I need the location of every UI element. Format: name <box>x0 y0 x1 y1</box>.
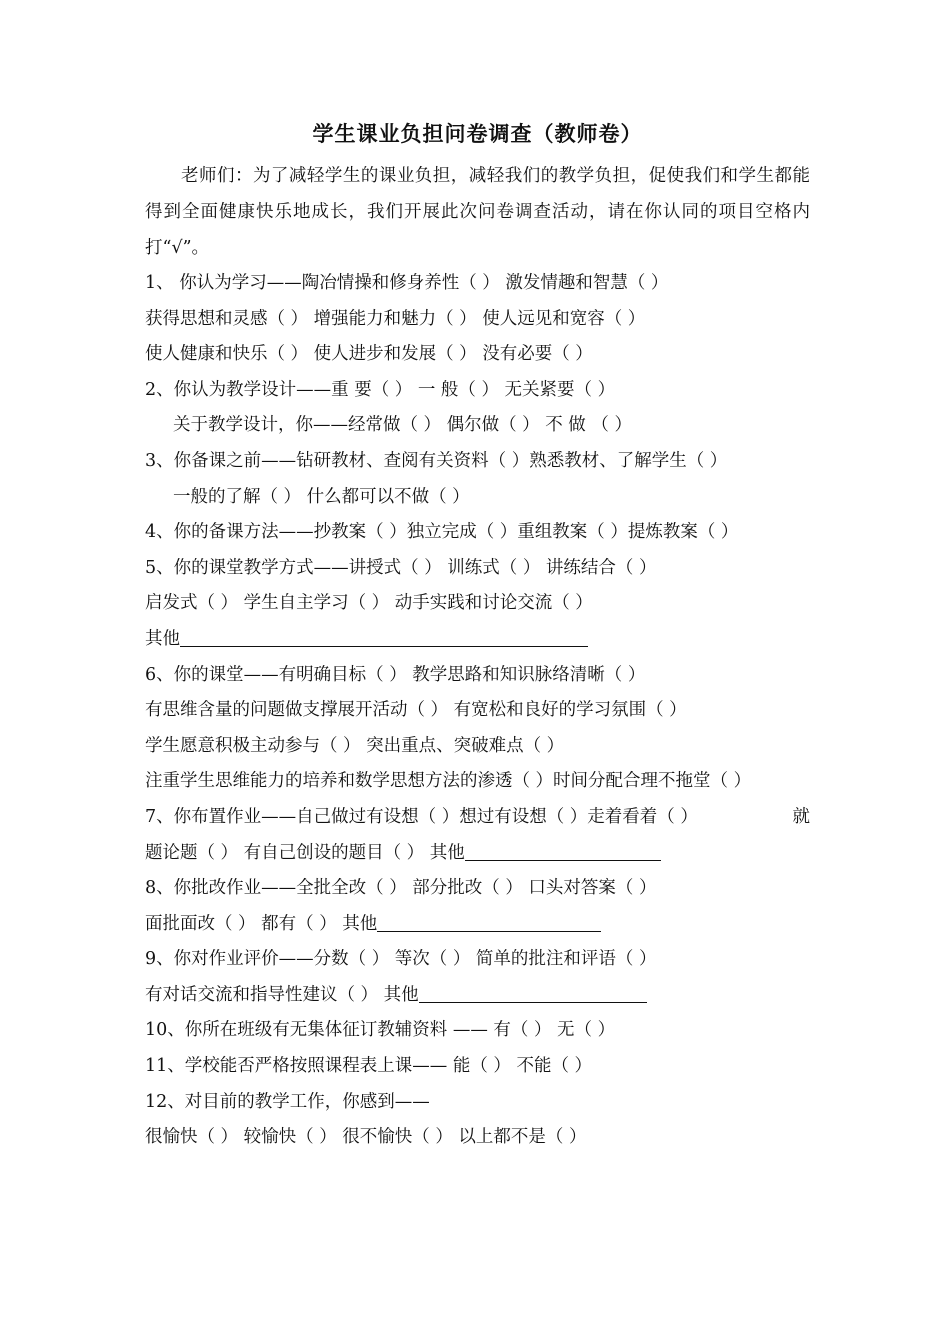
question-3-line-2: 一般的了解（ ） 什么都可以不做（ ） <box>173 486 470 507</box>
questionnaire-page <box>145 112 810 1156</box>
question-8-line-1: 8、你批改作业——全批全改（ ） 部分批改（ ） 口头对答案（ ） <box>145 878 657 899</box>
question-12-line-1: 12、对目前的教学工作，你感到—— <box>145 1091 430 1112</box>
question-9-line-2-text: 有对话交流和指导性建议（ ） 其他 <box>145 984 419 1005</box>
question-11-line: 11、学校能否严格按照课程表上课—— 能（ ） 不能（ ） <box>145 1056 593 1077</box>
question-9-line-1: 9、你对作业评价——分数（ ） 等次（ ） 简单的批注和评语（ ） <box>145 949 657 970</box>
other-blank-q9[interactable] <box>419 980 647 1003</box>
question-1-line-1: 1、 你认为学习——陶冶情操和修身养性（ ） 激发情趣和智慧（ ） <box>145 273 669 293</box>
question-9-line-2 <box>145 978 810 1014</box>
other-blank-q5[interactable] <box>180 624 588 647</box>
question-1-line-2: 获得思想和灵感（ ） 增强能力和魅力（ ） 使人远见和宽容（ ） <box>145 308 646 329</box>
question-8-line-2 <box>145 907 810 943</box>
question-3-line-1: 3、你备课之前——钻研教材、查阅有关资料（ ）熟悉教材、了解学生（ ） <box>145 450 728 471</box>
question-4-line-1: 4、你的备课方法——抄教案（ ）独立完成（ ）重组教案（ ）提炼教案（ ） <box>145 522 739 543</box>
question-12-line-2: 很愉快（ ） 较愉快（ ） 很不愉快（ ） 以上都不是（ ） <box>145 1127 587 1148</box>
other-blank-q8[interactable] <box>377 909 601 932</box>
question-1-line-3: 使人健康和快乐（ ） 使人进步和发展（ ） 没有必要（ ） <box>145 344 593 365</box>
question-7-wrap-char: 就 <box>792 806 810 827</box>
other-blank-q7[interactable] <box>465 838 661 861</box>
question-10-line: 10、你所在班级有无集体征订教辅资料 —— 有（ ） 无（ ） <box>145 1020 616 1041</box>
question-7-line-2-text: 题论题（ ） 有自己创设的题目（ ） 其他 <box>145 842 465 863</box>
question-2-line-1: 2、你认为教学设计——重 要（ ） 一 般（ ） 无关紧要（ ） <box>145 379 616 400</box>
question-7-line-2 <box>145 836 810 872</box>
question-6-line-3: 学生愿意积极主动参与（ ） 突出重点、突破难点（ ） <box>145 735 565 756</box>
intro-paragraph: 老师们：为了减轻学生的课业负担，减轻我们的教学负担，促使我们和学生都能得到全面健康快乐地成长，我们开展此次问卷调查活动，请在你认同的项目空格内打“√”。 <box>145 166 810 258</box>
question-7-text: 7、你布置作业——自己做过有设想（ ）想过有设想（ ）走着看着（ ） <box>145 806 698 827</box>
question-8-line-2-text: 面批面改（ ） 都有（ ） 其他 <box>145 913 378 934</box>
question-6-line-1: 6、你的课堂——有明确目标（ ） 教学思路和知识脉络清晰（ ） <box>145 664 646 685</box>
question-6-line-2: 有思维含量的问题做支撑展开活动（ ） 有宽松和良好的学习氛围（ ） <box>145 700 687 721</box>
question-5-line-2: 启发式（ ） 学生自主学习（ ） 动手实践和讨论交流（ ） <box>145 593 593 614</box>
question-2-line-2: 关于教学设计，你——经常做（ ） 偶尔做（ ） 不 做 （ ） <box>173 415 632 436</box>
other-label: 其他 <box>145 628 180 649</box>
question-5-other-line <box>145 622 810 658</box>
document-title: 学生课业负担问卷调查（教师卷） <box>312 122 643 146</box>
question-5-line-1: 5、你的课堂教学方式——讲授式（ ） 训练式（ ） 讲练结合（ ） <box>145 557 657 578</box>
question-6-line-4: 注重学生思维能力的培养和数学思想方法的渗透（ ）时间分配合理不拖堂（ ） <box>145 771 752 792</box>
question-7-line-1 <box>145 800 810 836</box>
